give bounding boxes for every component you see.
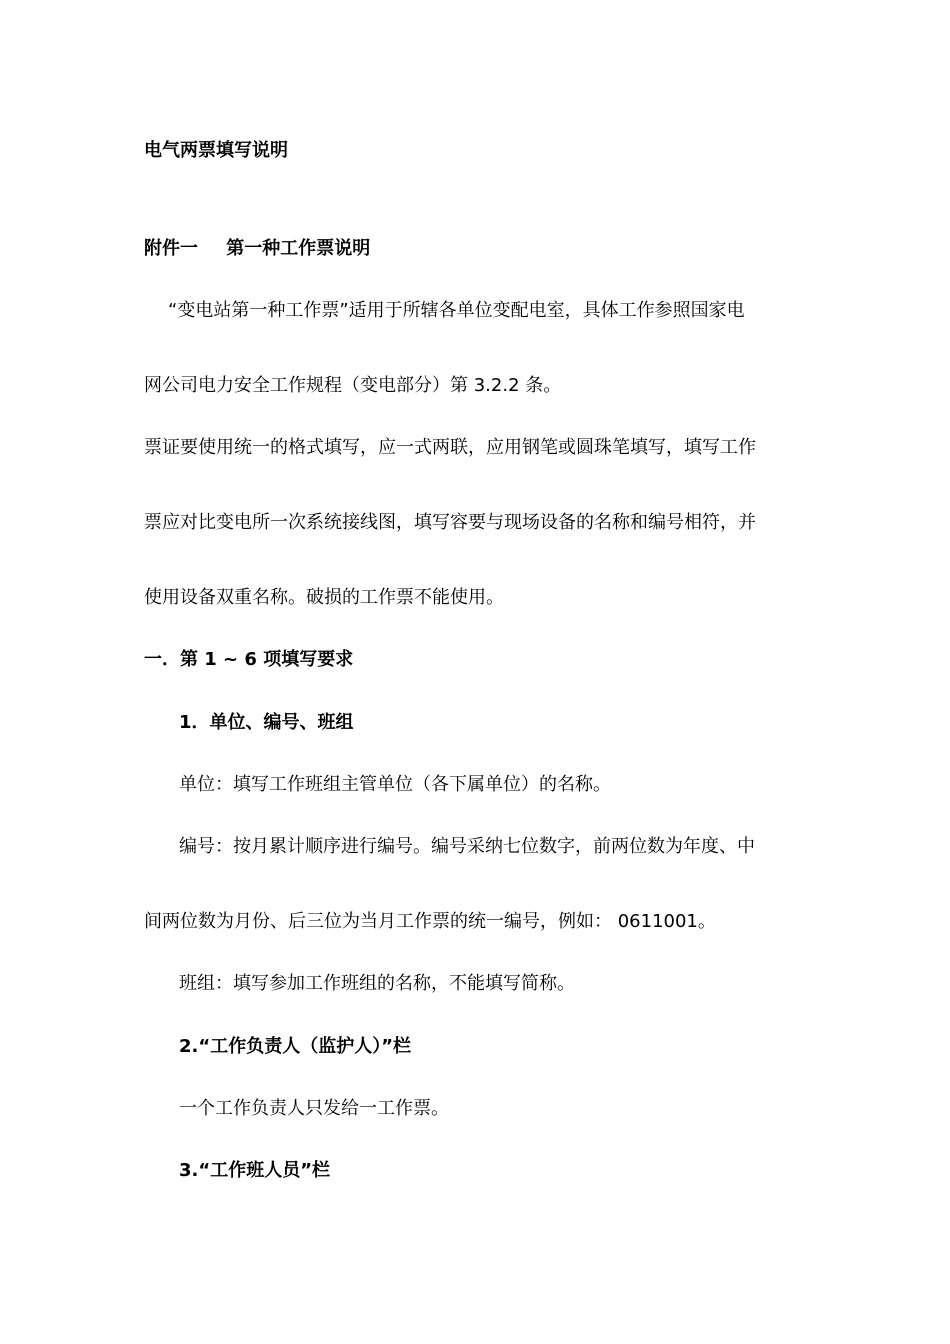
ticket-paragraph-line-2: 票应对比变电所一次系统接线图，填写容要与现场设备的名称和编号相符，并 <box>144 512 756 533</box>
section-1-heading: 一．第 1 ~ 6 项填写要求 <box>144 649 354 670</box>
item-2-heading: 2.“工作负责人（监护人）”栏 <box>179 1036 412 1057</box>
item-2-description: 一个工作负责人只发给一工作票。 <box>179 1098 449 1119</box>
intro-paragraph-line-1: “变电站第一种工作票”适用于所辖各单位变配电室，具体工作参照国家电 <box>168 300 745 321</box>
unit-description: 单位：填写工作班组主管单位（各下属单位）的名称。 <box>179 774 611 795</box>
number-description-line-1: 编号：按月累计顺序进行编号。编号采纳七位数字，前两位数为年度、中 <box>179 836 755 857</box>
annex-heading: 附件一 第一种工作票说明 <box>144 238 371 259</box>
number-description-line-2: 间两位数为月份、后三位为当月工作票的统一编号，例如： 0611001。 <box>144 911 716 932</box>
item-1-heading: 1．单位、编号、班组 <box>179 712 354 733</box>
ticket-paragraph-line-3: 使用设备双重名称。破损的工作票不能使用。 <box>144 587 504 608</box>
team-description: 班组：填写参加工作班组的名称，不能填写简称。 <box>179 973 575 994</box>
intro-paragraph-line-2: 网公司电力安全工作规程（变电部分）第 3.2.2 条。 <box>144 375 562 396</box>
document-title: 电气两票填写说明 <box>144 140 288 161</box>
item-3-heading: 3.“工作班人员”栏 <box>179 1160 331 1181</box>
ticket-paragraph-line-1: 票证要使用统一的格式填写，应一式两联，应用钢笔或圆珠笔填写，填写工作 <box>144 437 756 458</box>
